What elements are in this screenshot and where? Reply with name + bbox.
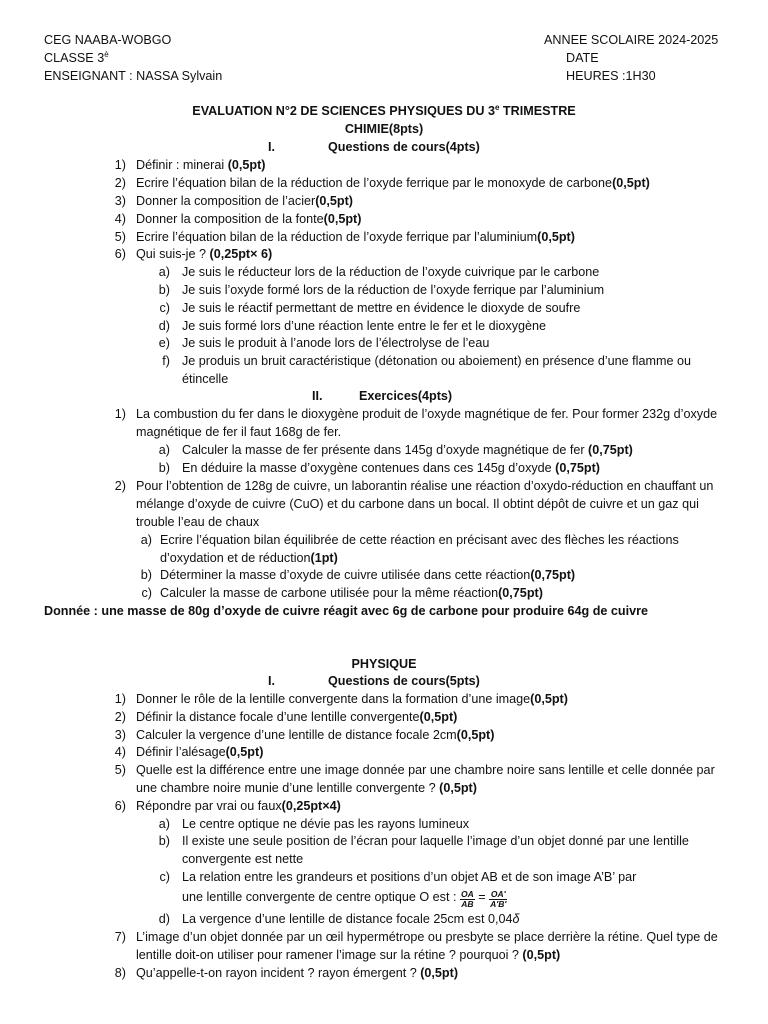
sub-letter: c) [159,870,170,884]
relation-line [182,889,507,909]
sub-letter: e) [158,336,170,350]
question-number: 1) [114,158,126,172]
question-points: (0,25pt×4) [281,799,341,813]
sub-item-text [182,460,600,478]
sub-item-text: Je suis le produit à l’anode lors de l’électrolyse de l’eau [182,336,490,350]
question-body: Donner la composition de la fonte [136,212,324,226]
question-number: 1) [114,692,126,706]
question-body: Donner le rôle de la lentille convergente dans la formation d’une image [136,692,531,706]
school-year: ANNEE SCOLAIRE 2024-2025 [544,33,719,47]
equals-sign: = [474,890,490,904]
question-points: (0,5pt) [530,692,568,706]
class-text: CLASSE 3 [44,51,105,65]
sub-letter: d) [158,912,170,926]
sub-item-points: (0,75pt) [555,461,600,475]
question-text [136,211,361,229]
question-text [136,762,724,798]
question-number: 5) [114,763,126,777]
question-points: (0,5pt) [227,158,266,172]
sub-letter: c) [141,586,152,600]
sub-letter: a) [158,817,170,831]
sub-letter: f) [162,354,170,368]
question-text [136,246,272,264]
question-body: Ecrire l’équation bilan de la réduction de l’oxyde ferrique par l’aluminium [136,230,538,244]
sub-item-points: (0,75pt) [530,568,576,582]
fraction-denominator: A′B′ [490,899,507,909]
question-number: 3) [114,194,126,208]
sub-item-body: Déterminer la masse d’oxyde de cuivre utilisée dans cette réaction [160,568,531,582]
sub-letter: b) [158,461,170,475]
sub-item-text: La relation entre les grandeurs et positions d’un objet AB et de son image A’B’ par [182,870,637,884]
exercise-number: 1) [114,407,126,421]
sub-letter: a) [158,265,170,279]
fraction-oa-prime [489,890,507,909]
question-body: Qu’appelle-t-on rayon incident ? rayon émergent ? [136,966,421,980]
sub-item-body: Ecrire l’équation bilan équilibrée de cette réaction en précisant avec des flèches les réactions d’oxydation et de réduction [160,533,679,565]
question-text [136,175,650,193]
sub-item-body: Calculer la masse de carbone utilisée pour la même réaction [160,586,499,600]
chimie-section2-roman: II. [312,389,323,403]
question-number: 8) [114,966,126,980]
school-name: CEG NAABA-WOBGO [44,33,172,47]
question-points: (0,5pt) [537,230,575,244]
sub-item-body: Calculer la masse de fer présente dans 145g d’oxyde magnétique de fer [182,443,589,457]
question-number: 3) [114,728,126,742]
question-body: Quelle est la différence entre une image donnée par une chambre noire sans lentille et celle donnée par une chambre noire munie d’une lentille convergente ? [136,763,715,795]
sub-item-body: En déduire la masse d’oxygène contenues dans ces 145g d’oxyde [182,461,556,475]
exercise-number: 2) [114,479,126,493]
sub-letter: b) [140,568,152,582]
sub-item-text: Le centre optique ne dévie pas les rayons lumineux [182,817,470,831]
sub-item-text [182,911,519,929]
question-text [136,691,568,709]
question-body: Ecrire l’équation bilan de la réduction de l’oxyde ferrique par le monoxyde de carbone [136,176,613,190]
sub-letter: d) [158,319,170,333]
fraction-oa-ab [460,890,475,909]
physique-section1-label: Questions de cours(5pts) [328,674,480,688]
question-body: Donner la composition de l’acier [136,194,316,208]
question-number: 5) [114,230,126,244]
sub-letter: c) [159,301,170,315]
date-label: DATE [566,51,599,65]
sub-item-points: (1pt) [310,550,338,565]
hours-label: HEURES :1H30 [566,69,656,83]
fraction-numerator: OA′ [490,889,506,899]
sub-item-text [160,567,575,585]
question-points: (0,5pt) [612,176,650,190]
question-text [136,965,458,983]
question-body: Qui suis-je ? [136,247,210,261]
exam-title [0,103,768,121]
dioptre-symbol: δ [512,912,520,926]
sub-item-text [160,532,708,568]
chimie-section2-label: Exercices(4pts) [359,389,453,403]
question-points: (0,5pt) [225,745,264,759]
question-points: (0,5pt) [522,947,561,962]
question-text [136,798,341,816]
sub-item-points: (0,75pt) [588,443,633,457]
question-text [136,744,263,762]
question-text [136,727,494,745]
question-body: Définir l’alésage [136,745,226,759]
chimie-section1-roman: I. [268,140,275,154]
sub-item-body: La vergence d’une lentille de distance focale 25cm est 0,04 [182,912,513,926]
exam-title-sup: e [494,103,500,112]
question-body: L’image d’un objet donnée par un œil hypermétrope ou presbyte se place derrière la rétine. Quel type de lentille doit-on utiliser pour ramener l’image sur la rétine ? pourquoi ? [136,930,718,962]
question-text [136,157,265,175]
sub-item-points: (0,75pt) [498,586,543,600]
sub-item-text [182,442,633,460]
donnee-note: Donnée : une masse de 80g d’oxyde de cuivre réagit avec 6g de carbone pour produire 64g de cuivre [44,604,649,618]
question-body: Répondre par vrai ou faux [136,799,282,813]
physique-title: PHYSIQUE [351,657,417,671]
question-text [136,709,457,727]
question-number: 7) [114,930,126,944]
question-points: (0,5pt) [323,212,362,226]
teacher-label: ENSEIGNANT : NASSA Sylvain [44,69,223,83]
question-number: 6) [114,799,126,813]
question-number: 4) [114,745,126,759]
question-number: 6) [114,247,126,261]
sub-item-text: Je produis un bruit caractéristique (détonation ou aboiement) en présence d’une flamme ou étincelle [182,354,691,386]
sub-item-text: Je suis le réducteur lors de la réduction de l’oxyde cuivrique par le carbone [182,265,600,279]
question-text [136,229,575,247]
chimie-title: CHIMIE(8pts) [344,122,424,136]
sub-item-text [160,585,543,603]
exam-title-b: TRIMESTRE [499,104,576,118]
question-body: Définir la distance focale d’une lentille convergente [136,710,420,724]
question-points: (0,5pt) [419,710,458,724]
fraction-numerator: OA [460,889,474,899]
class-sup: è [104,50,109,59]
sub-item-text: Je suis formé lors d’une réaction lente entre le fer et le dioxygène [182,319,547,333]
exercise-text: Pour l’obtention de 128g de cuivre, un laborantin réalise une réaction d’oxydo-réduction en chauffant un mélange d’oxyde de cuivre (CuO) et du carbone dans un bocal. Il obtint dépôt de cuivre et un gaz qui trouble l’eau de chaux [136,479,714,529]
question-number: 4) [114,212,126,226]
sub-letter: b) [158,834,170,848]
relation-text: une lentille convergente de centre optique O est : [182,890,457,904]
class-label [44,50,109,68]
question-points: (0,5pt) [456,728,495,742]
question-body: Calculer la vergence d’une lentille de distance focale 2cm [136,728,457,742]
physique-section1-roman: I. [268,674,275,688]
question-points: (0,5pt) [315,194,353,208]
question-number: 2) [114,176,126,190]
sub-item-text: Je suis le réactif permettant de mettre en évidence le dioxyde de soufre [182,301,581,315]
question-points: (0,5pt) [420,966,459,980]
chimie-section1-label: Questions de cours(4pts) [328,140,480,154]
exam-title-a: EVALUATION N°2 DE SCIENCES PHYSIQUES DU 3 [192,104,495,118]
sub-letter: a) [140,533,152,547]
exercise-text: La combustion du fer dans le dioxygène produit de l’oxyde magnétique de fer. Pour former 232g d’oxyde magnétique de fer il faut 168g de fer. [136,407,718,439]
question-points: (0,25pt× 6) [209,247,273,261]
question-text [136,929,726,965]
question-body: Définir : minerai [136,158,228,172]
sub-item-text: Je suis l’oxyde formé lors de la réduction de l’oxyde ferrique par l’aluminium [182,283,605,297]
question-text [136,193,353,211]
question-number: 2) [114,710,126,724]
sub-item-text: Il existe une seule position de l’écran pour laquelle l’image d’un objet donné par une lentille convergente est nette [182,834,689,866]
sub-letter: b) [158,283,170,297]
question-points: (0,5pt) [439,780,477,795]
fraction-denominator: AB [461,899,474,909]
sub-letter: a) [158,443,170,457]
